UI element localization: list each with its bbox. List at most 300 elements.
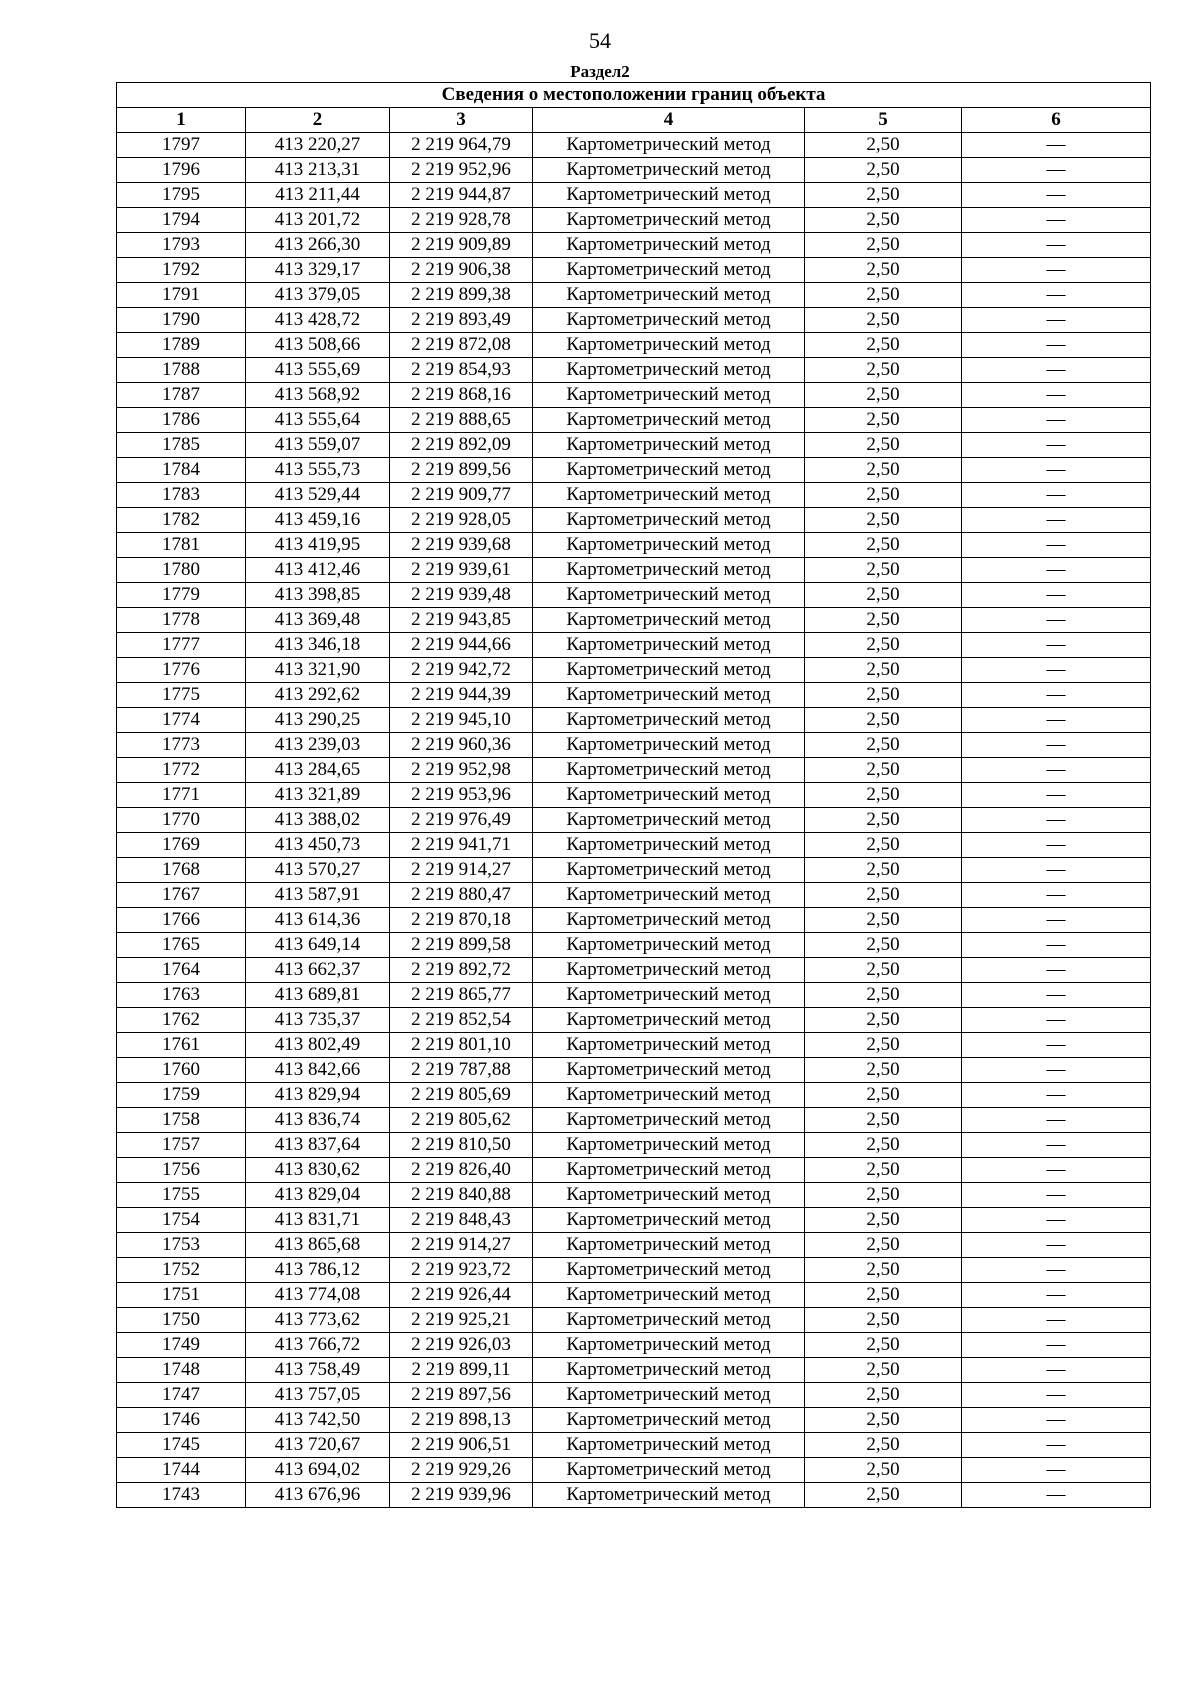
description-cell: — [962,183,1151,208]
y-coordinate-cell: 2 219 892,72 [390,958,533,983]
y-coordinate-cell: 2 219 899,38 [390,283,533,308]
x-coordinate-cell: 413 676,96 [246,1483,390,1508]
description-cell: — [962,633,1151,658]
table-row [117,1208,1151,1233]
x-coordinate-cell: 413 290,25 [246,708,390,733]
description-cell: — [962,1283,1151,1308]
table-row [117,333,1151,358]
y-coordinate-cell: 2 219 865,77 [390,983,533,1008]
method-cell: Картометрический метод [533,933,805,958]
y-coordinate-cell: 2 219 944,87 [390,183,533,208]
y-coordinate-cell: 2 219 880,47 [390,883,533,908]
x-coordinate-cell: 413 694,02 [246,1458,390,1483]
y-coordinate-cell: 2 219 898,13 [390,1408,533,1433]
method-cell: Картометрический метод [533,208,805,233]
point-number-cell: 1795 [117,183,246,208]
point-number-cell: 1778 [117,608,246,633]
description-cell: — [962,283,1151,308]
table-row [117,1158,1151,1183]
table-row [117,758,1151,783]
y-coordinate-cell: 2 219 939,96 [390,1483,533,1508]
point-number-cell: 1745 [117,1433,246,1458]
method-cell: Картометрический метод [533,133,805,158]
method-cell: Картометрический метод [533,533,805,558]
x-coordinate-cell: 413 735,37 [246,1008,390,1033]
table-caption: Сведения о местоположении границ объекта [117,83,1151,108]
point-number-cell: 1781 [117,533,246,558]
x-coordinate-cell: 413 773,62 [246,1308,390,1333]
method-cell: Картометрический метод [533,808,805,833]
description-cell: — [962,583,1151,608]
method-cell: Картометрический метод [533,1283,805,1308]
x-coordinate-cell: 413 570,27 [246,858,390,883]
point-number-cell: 1751 [117,1283,246,1308]
method-cell: Картометрический метод [533,158,805,183]
accuracy-cell: 2,50 [805,1458,962,1483]
description-cell: — [962,1358,1151,1383]
accuracy-cell: 2,50 [805,1108,962,1133]
method-cell: Картометрический метод [533,558,805,583]
x-coordinate-cell: 413 220,27 [246,133,390,158]
description-cell: — [962,808,1151,833]
description-cell: — [962,383,1151,408]
accuracy-cell: 2,50 [805,1333,962,1358]
y-coordinate-cell: 2 219 888,65 [390,408,533,433]
x-coordinate-cell: 413 766,72 [246,1333,390,1358]
point-number-cell: 1780 [117,558,246,583]
description-cell: — [962,983,1151,1008]
x-coordinate-cell: 413 450,73 [246,833,390,858]
description-cell: — [962,658,1151,683]
method-cell: Картометрический метод [533,583,805,608]
x-coordinate-cell: 413 379,05 [246,283,390,308]
accuracy-cell: 2,50 [805,158,962,183]
description-cell: — [962,1333,1151,1358]
accuracy-cell: 2,50 [805,1008,962,1033]
accuracy-cell: 2,50 [805,1208,962,1233]
description-cell: — [962,408,1151,433]
description-cell: — [962,1108,1151,1133]
y-coordinate-cell: 2 219 944,66 [390,633,533,658]
description-cell: — [962,858,1151,883]
table-row [117,883,1151,908]
description-cell: — [962,1058,1151,1083]
point-number-cell: 1763 [117,983,246,1008]
description-cell: — [962,833,1151,858]
method-cell: Картометрический метод [533,883,805,908]
x-coordinate-cell: 413 587,91 [246,883,390,908]
description-cell: — [962,958,1151,983]
table-row [117,908,1151,933]
y-coordinate-cell: 2 219 893,49 [390,308,533,333]
accuracy-cell: 2,50 [805,583,962,608]
y-coordinate-cell: 2 219 899,56 [390,458,533,483]
point-number-cell: 1770 [117,808,246,833]
accuracy-cell: 2,50 [805,308,962,333]
x-coordinate-cell: 413 786,12 [246,1258,390,1283]
y-coordinate-cell: 2 219 854,93 [390,358,533,383]
description-cell: — [962,758,1151,783]
y-coordinate-cell: 2 219 953,96 [390,783,533,808]
table-row [117,783,1151,808]
table-row [117,808,1151,833]
description-cell: — [962,158,1151,183]
page-number: 54 [589,28,611,53]
y-coordinate-cell: 2 219 899,11 [390,1358,533,1383]
method-cell: Картометрический метод [533,408,805,433]
y-coordinate-cell: 2 219 899,58 [390,933,533,958]
point-number-cell: 1752 [117,1258,246,1283]
description-cell: — [962,1183,1151,1208]
x-coordinate-cell: 413 412,46 [246,558,390,583]
table-row [117,1383,1151,1408]
method-cell: Картометрический метод [533,433,805,458]
point-number-cell: 1761 [117,1033,246,1058]
table-row [117,1483,1151,1508]
method-cell: Картометрический метод [533,458,805,483]
column-header: 5 [805,108,962,133]
table-row [117,1008,1151,1033]
method-cell: Картометрический метод [533,283,805,308]
table-row [117,833,1151,858]
accuracy-cell: 2,50 [805,533,962,558]
y-coordinate-cell: 2 219 840,88 [390,1183,533,1208]
method-cell: Картометрический метод [533,908,805,933]
method-cell: Картометрический метод [533,1433,805,1458]
point-number-cell: 1744 [117,1458,246,1483]
description-cell: — [962,933,1151,958]
accuracy-cell: 2,50 [805,733,962,758]
point-number-cell: 1774 [117,708,246,733]
point-number-cell: 1794 [117,208,246,233]
accuracy-cell: 2,50 [805,683,962,708]
description-cell: — [962,1483,1151,1508]
method-cell: Картометрический метод [533,1458,805,1483]
table-row [117,383,1151,408]
y-coordinate-cell: 2 219 939,61 [390,558,533,583]
y-coordinate-cell: 2 219 952,96 [390,158,533,183]
table-row [117,1133,1151,1158]
point-number-cell: 1768 [117,858,246,883]
y-coordinate-cell: 2 219 870,18 [390,908,533,933]
x-coordinate-cell: 413 649,14 [246,933,390,958]
table-row [117,1308,1151,1333]
x-coordinate-cell: 413 201,72 [246,208,390,233]
description-cell: — [962,1083,1151,1108]
column-header: 6 [962,108,1151,133]
y-coordinate-cell: 2 219 939,48 [390,583,533,608]
point-number-cell: 1789 [117,333,246,358]
x-coordinate-cell: 413 774,08 [246,1283,390,1308]
y-coordinate-cell: 2 219 787,88 [390,1058,533,1083]
table-row [117,133,1151,158]
y-coordinate-cell: 2 219 928,05 [390,508,533,533]
description-cell: — [962,908,1151,933]
point-number-cell: 1755 [117,1183,246,1208]
method-cell: Картометрический метод [533,1383,805,1408]
point-number-cell: 1756 [117,1158,246,1183]
y-coordinate-cell: 2 219 848,43 [390,1208,533,1233]
x-coordinate-cell: 413 837,64 [246,1133,390,1158]
description-cell: — [962,308,1151,333]
accuracy-cell: 2,50 [805,983,962,1008]
point-number-cell: 1753 [117,1233,246,1258]
method-cell: Картометрический метод [533,1183,805,1208]
point-number-cell: 1746 [117,1408,246,1433]
description-cell: — [962,133,1151,158]
x-coordinate-cell: 413 555,73 [246,458,390,483]
table-row [117,1458,1151,1483]
point-number-cell: 1777 [117,633,246,658]
method-cell: Картометрический метод [533,1258,805,1283]
description-cell: — [962,208,1151,233]
section-title: Раздел2 [570,62,630,81]
accuracy-cell: 2,50 [805,908,962,933]
accuracy-cell: 2,50 [805,833,962,858]
column-header: 1 [117,108,246,133]
accuracy-cell: 2,50 [805,383,962,408]
method-cell: Картометрический метод [533,733,805,758]
point-number-cell: 1769 [117,833,246,858]
description-cell: — [962,733,1151,758]
point-number-cell: 1743 [117,1483,246,1508]
description-cell: — [962,1308,1151,1333]
accuracy-cell: 2,50 [805,258,962,283]
table-caption-row [117,83,1151,108]
point-number-cell: 1787 [117,383,246,408]
x-coordinate-cell: 413 865,68 [246,1233,390,1258]
point-number-cell: 1760 [117,1058,246,1083]
method-cell: Картометрический метод [533,1158,805,1183]
y-coordinate-cell: 2 219 805,62 [390,1108,533,1133]
table-row [117,408,1151,433]
table-row [117,733,1151,758]
x-coordinate-cell: 413 662,37 [246,958,390,983]
method-cell: Картометрический метод [533,1008,805,1033]
method-cell: Картометрический метод [533,1208,805,1233]
method-cell: Картометрический метод [533,1333,805,1358]
point-number-cell: 1767 [117,883,246,908]
y-coordinate-cell: 2 219 926,44 [390,1283,533,1308]
table-row [117,183,1151,208]
method-cell: Картометрический метод [533,1483,805,1508]
x-coordinate-cell: 413 428,72 [246,308,390,333]
x-coordinate-cell: 413 829,04 [246,1183,390,1208]
y-coordinate-cell: 2 219 960,36 [390,733,533,758]
description-cell: — [962,1383,1151,1408]
accuracy-cell: 2,50 [805,508,962,533]
x-coordinate-cell: 413 284,65 [246,758,390,783]
x-coordinate-cell: 413 802,49 [246,1033,390,1058]
method-cell: Картометрический метод [533,1058,805,1083]
y-coordinate-cell: 2 219 906,38 [390,258,533,283]
accuracy-cell: 2,50 [805,1158,962,1183]
method-cell: Картометрический метод [533,958,805,983]
point-number-cell: 1779 [117,583,246,608]
x-coordinate-cell: 413 211,44 [246,183,390,208]
description-cell: — [962,1408,1151,1433]
y-coordinate-cell: 2 219 943,85 [390,608,533,633]
accuracy-cell: 2,50 [805,408,962,433]
y-coordinate-cell: 2 219 914,27 [390,858,533,883]
table-row [117,633,1151,658]
accuracy-cell: 2,50 [805,1183,962,1208]
method-cell: Картометрический метод [533,983,805,1008]
boundary-table [116,82,1151,1508]
y-coordinate-cell: 2 219 852,54 [390,1008,533,1033]
accuracy-cell: 2,50 [805,933,962,958]
point-number-cell: 1759 [117,1083,246,1108]
point-number-cell: 1793 [117,233,246,258]
accuracy-cell: 2,50 [805,1383,962,1408]
y-coordinate-cell: 2 219 909,89 [390,233,533,258]
point-number-cell: 1786 [117,408,246,433]
accuracy-cell: 2,50 [805,233,962,258]
y-coordinate-cell: 2 219 872,08 [390,333,533,358]
x-coordinate-cell: 413 398,85 [246,583,390,608]
table-row [117,1233,1151,1258]
y-coordinate-cell: 2 219 925,21 [390,1308,533,1333]
table-row [117,1108,1151,1133]
x-coordinate-cell: 413 757,05 [246,1383,390,1408]
table-row [117,258,1151,283]
table-row [117,533,1151,558]
accuracy-cell: 2,50 [805,1133,962,1158]
point-number-cell: 1784 [117,458,246,483]
accuracy-cell: 2,50 [805,1283,962,1308]
y-coordinate-cell: 2 219 952,98 [390,758,533,783]
method-cell: Картометрический метод [533,683,805,708]
x-coordinate-cell: 413 830,62 [246,1158,390,1183]
accuracy-cell: 2,50 [805,1433,962,1458]
point-number-cell: 1748 [117,1358,246,1383]
table-row [117,233,1151,258]
x-coordinate-cell: 413 555,69 [246,358,390,383]
description-cell: — [962,483,1151,508]
table-row [117,708,1151,733]
accuracy-cell: 2,50 [805,633,962,658]
method-cell: Картометрический метод [533,358,805,383]
accuracy-cell: 2,50 [805,1258,962,1283]
x-coordinate-cell: 413 369,48 [246,608,390,633]
point-number-cell: 1754 [117,1208,246,1233]
y-coordinate-cell: 2 219 805,69 [390,1083,533,1108]
point-number-cell: 1796 [117,158,246,183]
accuracy-cell: 2,50 [805,283,962,308]
x-coordinate-cell: 413 459,16 [246,508,390,533]
accuracy-cell: 2,50 [805,208,962,233]
description-cell: — [962,258,1151,283]
y-coordinate-cell: 2 219 826,40 [390,1158,533,1183]
y-coordinate-cell: 2 219 939,68 [390,533,533,558]
column-header-row [117,108,1151,133]
y-coordinate-cell: 2 219 897,56 [390,1383,533,1408]
x-coordinate-cell: 413 508,66 [246,333,390,358]
column-header: 4 [533,108,805,133]
point-number-cell: 1790 [117,308,246,333]
table-row [117,683,1151,708]
x-coordinate-cell: 413 321,89 [246,783,390,808]
method-cell: Картометрический метод [533,1308,805,1333]
method-cell: Картометрический метод [533,183,805,208]
y-coordinate-cell: 2 219 868,16 [390,383,533,408]
point-number-cell: 1775 [117,683,246,708]
accuracy-cell: 2,50 [805,558,962,583]
y-coordinate-cell: 2 219 942,72 [390,658,533,683]
description-cell: — [962,1258,1151,1283]
accuracy-cell: 2,50 [805,358,962,383]
table-row [117,658,1151,683]
y-coordinate-cell: 2 219 923,72 [390,1258,533,1283]
point-number-cell: 1757 [117,1133,246,1158]
table-row [117,933,1151,958]
description-cell: — [962,533,1151,558]
description-cell: — [962,608,1151,633]
y-coordinate-cell: 2 219 945,10 [390,708,533,733]
description-cell: — [962,1433,1151,1458]
y-coordinate-cell: 2 219 892,09 [390,433,533,458]
table-row [117,158,1151,183]
description-cell: — [962,1458,1151,1483]
y-coordinate-cell: 2 219 928,78 [390,208,533,233]
accuracy-cell: 2,50 [805,333,962,358]
accuracy-cell: 2,50 [805,458,962,483]
method-cell: Картометрический метод [533,633,805,658]
accuracy-cell: 2,50 [805,1408,962,1433]
table-row [117,1358,1151,1383]
point-number-cell: 1771 [117,783,246,808]
method-cell: Картометрический метод [533,1408,805,1433]
description-cell: — [962,1133,1151,1158]
description-cell: — [962,883,1151,908]
accuracy-cell: 2,50 [805,708,962,733]
x-coordinate-cell: 413 742,50 [246,1408,390,1433]
point-number-cell: 1773 [117,733,246,758]
method-cell: Картометрический метод [533,1033,805,1058]
table-row [117,1283,1151,1308]
description-cell: — [962,1208,1151,1233]
x-coordinate-cell: 413 213,31 [246,158,390,183]
table-row [117,283,1151,308]
method-cell: Картометрический метод [533,1108,805,1133]
table-row [117,458,1151,483]
x-coordinate-cell: 413 758,49 [246,1358,390,1383]
y-coordinate-cell: 2 219 906,51 [390,1433,533,1458]
x-coordinate-cell: 413 555,64 [246,408,390,433]
table-row [117,558,1151,583]
accuracy-cell: 2,50 [805,958,962,983]
table-row [117,1333,1151,1358]
x-coordinate-cell: 413 419,95 [246,533,390,558]
x-coordinate-cell: 413 720,67 [246,1433,390,1458]
y-coordinate-cell: 2 219 976,49 [390,808,533,833]
table-row [117,958,1151,983]
method-cell: Картометрический метод [533,1358,805,1383]
point-number-cell: 1766 [117,908,246,933]
accuracy-cell: 2,50 [805,883,962,908]
y-coordinate-cell: 2 219 941,71 [390,833,533,858]
x-coordinate-cell: 413 321,90 [246,658,390,683]
method-cell: Картометрический метод [533,1133,805,1158]
point-number-cell: 1750 [117,1308,246,1333]
x-coordinate-cell: 413 346,18 [246,633,390,658]
method-cell: Картометрический метод [533,258,805,283]
point-number-cell: 1788 [117,358,246,383]
point-number-cell: 1785 [117,433,246,458]
accuracy-cell: 2,50 [805,133,962,158]
accuracy-cell: 2,50 [805,808,962,833]
column-header: 3 [390,108,533,133]
